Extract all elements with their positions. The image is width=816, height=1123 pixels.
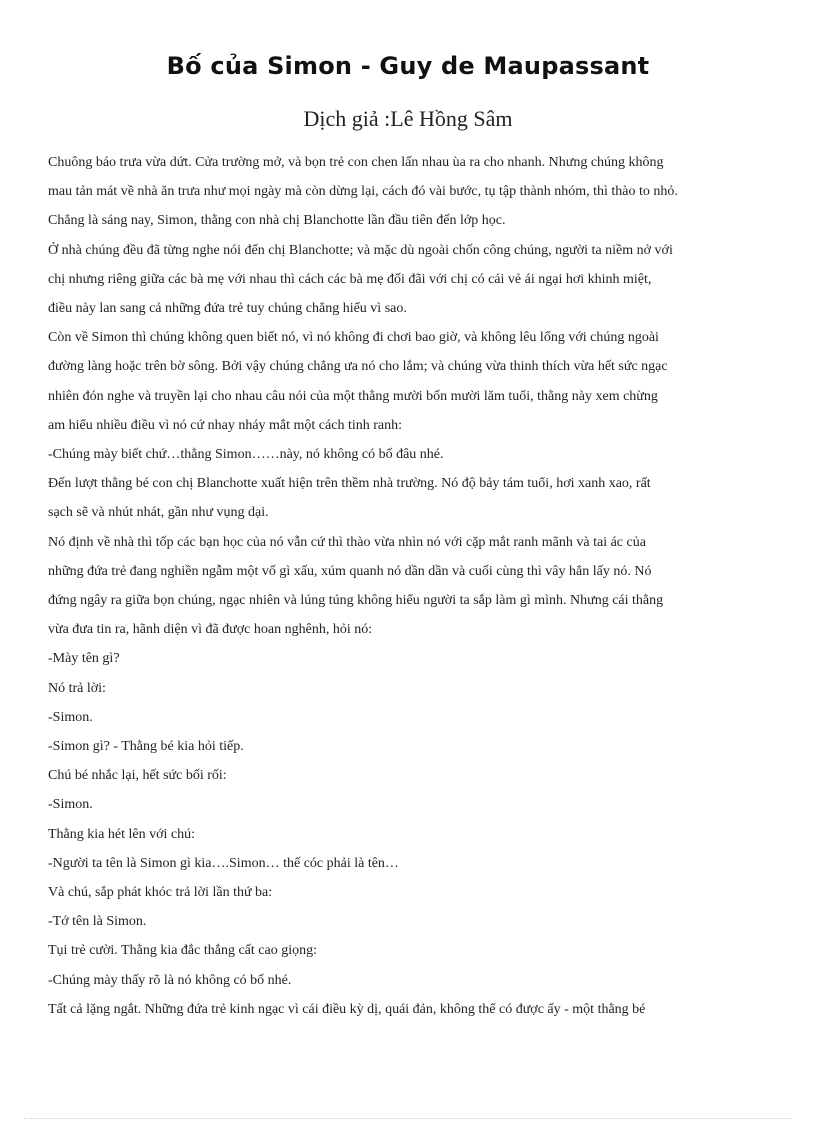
- text-line: Nó trả lời:: [48, 680, 106, 696]
- text-line: Thằng kia hét lên với chú:: [48, 826, 195, 842]
- document-title: Bố của Simon - Guy de Maupassant: [166, 52, 650, 80]
- text-line: Nó định về nhà thì tốp các bạn học của nó vẫn cứ thì thào vừa nhìn nó với cặp mắt ranh mãnh và tai ác của: [48, 534, 646, 550]
- text-line: Còn về Simon thì chúng không quen biết nó, vì nó không đi chơi bao giờ, và không lêu lổng với chúng ngoài: [48, 330, 659, 346]
- text-line: Tất cả lặng ngắt. Những đứa trẻ kinh ngạc vì cái điều kỳ dị, quái đản, không thể có được ấy - một thằng bé: [48, 1001, 646, 1017]
- text-line: Tụi trẻ cười. Thằng kia đắc thắng cất cao giọng:: [48, 943, 317, 959]
- text-line: mau tản mát về nhà ăn trưa như mọi ngày mà còn dừng lại, cách đó vài bước, tụ tập thành nhóm, thì thào to nhỏ.: [48, 184, 678, 200]
- text-line: đứng ngây ra giữa bọn chúng, ngạc nhiên và lúng túng không hiểu người ta sắp làm gì mình. Nhưng cái thằng: [48, 593, 664, 609]
- text-line: -Chúng mày biết chứ…thằng Simon……này, nó không có bố đâu nhé.: [48, 447, 444, 463]
- text-line: những đứa trẻ đang nghiền ngẫm một vố gì xấu, xúm quanh nó dần dần và cuối cùng thì vây hẳn lấy nó. Nó: [48, 563, 652, 579]
- text-line: vừa đưa tin ra, hãnh diện vì đã được hoan nghênh, hỏi nó:: [48, 622, 373, 638]
- text-line: -Simon gì? - Thằng bé kia hỏi tiếp.: [48, 739, 244, 755]
- text-line: Chú bé nhắc lại, hết sức bối rối:: [48, 768, 227, 784]
- page-bottom-divider: [24, 1118, 792, 1119]
- translator-credit: Dịch giả :Lê Hồng Sâm: [303, 106, 513, 131]
- text-line: -Tớ tên là Simon.: [48, 914, 147, 930]
- text-line: am hiểu nhiều điều vì nó cứ nhay nháy mắt một cách tinh ranh:: [48, 417, 402, 433]
- text-line: nhiên đón nghe và truyền lại cho nhau câu nói của một thằng mười bốn mười lăm tuổi, thằng này xem chừng: [48, 388, 658, 404]
- story-body: [48, 148, 778, 1024]
- text-line: điều này lan sang cả những đứa trẻ tuy chúng chẳng hiểu vì sao.: [48, 301, 407, 317]
- text-line: Và chú, sắp phát khóc trả lời lần thứ ba:: [48, 885, 273, 901]
- text-line: -Mày tên gì?: [48, 651, 120, 667]
- text-line: Đến lượt thằng bé con chị Blanchotte xuất hiện trên thềm nhà trường. Nó độ bảy tám tuổi, hơi xanh xao, rất: [48, 476, 651, 492]
- text-line: -Simon.: [48, 797, 93, 813]
- text-line: -Người ta tên là Simon gì kia….Simon… thế cóc phải là tên…: [48, 855, 399, 871]
- text-line: Chẳng là sáng nay, Simon, thằng con nhà chị Blanchotte lần đầu tiên đến lớp học.: [48, 213, 506, 229]
- text-line: Chuông báo trưa vừa dứt. Cửa trường mở, và bọn trẻ con chen lấn nhau ùa ra cho nhanh. Nhưng chúng không: [48, 155, 664, 170]
- text-line: sạch sẽ và nhút nhát, gần như vụng dại.: [48, 505, 269, 521]
- text-line: -Chúng mày thấy rõ là nó không có bố nhé.: [48, 972, 292, 988]
- text-line: Ở nhà chúng đều đã từng nghe nói đến chị Blanchotte; và mặc dù ngoài chốn công chúng, người ta niềm nở với: [48, 242, 673, 258]
- text-line: đường làng hoặc trên bờ sông. Bởi vậy chúng chẳng ưa nó cho lắm; và chúng vừa thinh thích vừa hết sức ngạc: [48, 359, 668, 375]
- text-line: -Simon.: [48, 709, 93, 725]
- text-line: chị nhưng riêng giữa các bà mẹ với nhau thì cách các bà mẹ đối đãi với chị có cái vẻ ái ngại hơi khinh miệt,: [48, 271, 652, 287]
